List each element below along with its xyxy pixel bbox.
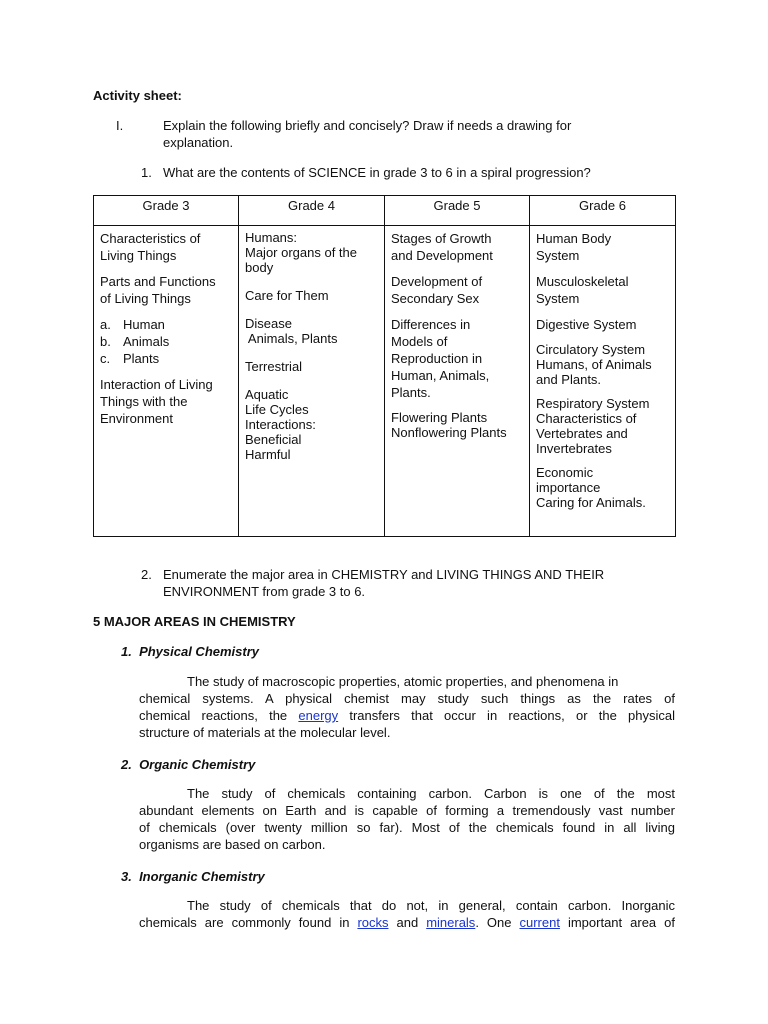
text-line: Characteristics of [100, 231, 201, 246]
text-line: The study of chemicals containing carbon. Carbon is one of the most [187, 786, 675, 801]
list-marker: c. [100, 351, 111, 366]
text-line: and Development [391, 248, 493, 263]
list-marker: b. [100, 334, 111, 349]
text-line: of Living Things [100, 291, 191, 306]
text-line: Flowering Plants [391, 410, 488, 425]
text-line: Animals, Plants [245, 331, 338, 346]
text-line: Stages of Growth [391, 231, 492, 246]
grade-contents-table [93, 195, 676, 537]
header-grade-3: Grade 3 [94, 196, 239, 226]
text-line: Characteristics of [536, 411, 637, 426]
text-line: Interactions: [245, 417, 316, 432]
text-line: Digestive System [536, 317, 637, 332]
text-line: Economic [536, 465, 594, 480]
area-1-title: 1. Physical Chemistry [121, 644, 260, 659]
text-line: Major organs of the [245, 245, 358, 260]
activity-heading: Activity sheet: [93, 88, 182, 103]
text-line: Aquatic [245, 387, 289, 402]
text-line: The study of macroscopic properties, atomic properties, and phenomena in [187, 674, 619, 689]
text-line: Humans: [245, 230, 298, 245]
text-line: body [245, 260, 274, 275]
header-grade-4: Grade 4 [239, 196, 385, 226]
text-line: Interaction of Living [100, 377, 213, 392]
text-line: System [536, 248, 580, 263]
instruction-line-1: Explain the following briefly and concisely? Draw if needs a drawing for [163, 118, 572, 133]
text-line: Models of [391, 334, 448, 349]
cell-grade-4 [239, 226, 385, 537]
text-line: chemical systems. A physical chemist may study such things as the rates of [139, 691, 675, 706]
text-line: Caring for Animals. [536, 495, 646, 510]
text-line: structure of materials at the molecular level. [139, 725, 391, 740]
instruction-line-2: explanation. [163, 135, 234, 150]
text-line: chemicals are commonly found in rocks and minerals. One current important area of [139, 915, 675, 930]
text-line: Invertebrates [536, 441, 612, 456]
text-line: Humans, of Animals [536, 357, 652, 372]
energy-link[interactable]: energy [298, 708, 339, 723]
table-header-row [94, 196, 676, 226]
text-line: Secondary Sex [391, 291, 480, 306]
list-item [100, 316, 232, 333]
table-row [94, 226, 676, 537]
text-line: Human Body [536, 231, 612, 246]
current-link[interactable]: current [519, 915, 560, 930]
list-item [100, 333, 232, 350]
part-numeral: I. [116, 118, 124, 133]
list-item [100, 350, 232, 367]
text-line: of chemicals (over twenty million so far). Most of the chemicals found in all living [139, 820, 675, 835]
minerals-link[interactable]: minerals [426, 915, 476, 930]
header-grade-6: Grade 6 [530, 196, 676, 226]
question-1-text: What are the contents of SCIENCE in grade 3 to 6 in a spiral progression? [163, 165, 591, 180]
text-line: Plants. [391, 385, 431, 400]
text-line: Respiratory System [536, 396, 650, 411]
cell-grade-3 [94, 226, 239, 537]
question-2-line-1: Enumerate the major area in CHEMISTRY and LIVING THINGS AND THEIR [163, 567, 605, 582]
text-line: organisms are based on carbon. [139, 837, 326, 852]
text-line: System [536, 291, 580, 306]
text-line: Things with the [100, 394, 188, 409]
text-line: Beneficial [245, 432, 302, 447]
cell-grade-6 [530, 226, 676, 537]
text-line: Reproduction in [391, 351, 483, 366]
chemistry-heading: 5 MAJOR AREAS IN CHEMISTRY [93, 614, 296, 629]
text-line: Terrestrial [245, 359, 303, 374]
question-1-number: 1. [141, 165, 152, 180]
text-line: Disease [245, 316, 292, 331]
text-line: chemical reactions, the energy transfers that occur in reactions, or the physical [139, 708, 675, 723]
text-line: Vertebrates and [536, 426, 628, 441]
text-line: Circulatory System [536, 342, 646, 357]
text-line: Differences in [391, 317, 471, 332]
text-line: abundant elements on Earth and is capable of forming a tremendously vast number [139, 803, 675, 818]
text-line: Environment [100, 411, 173, 426]
list-item-text: Animals [123, 334, 170, 349]
list-marker: a. [100, 317, 111, 332]
area-2-title: 2. Organic Chemistry [121, 757, 256, 772]
text-line: Nonflowering Plants [391, 425, 507, 440]
text-line: Human, Animals, [391, 368, 490, 383]
area-1-paragraph [139, 673, 675, 741]
area-3-title: 3. Inorganic Chemistry [121, 869, 265, 884]
question-2-line-2: ENVIRONMENT from grade 3 to 6. [163, 584, 366, 599]
question-2-number: 2. [141, 567, 152, 582]
list-item-text: Human [123, 317, 165, 332]
text-line: Care for Them [245, 288, 329, 303]
text-line: importance [536, 480, 601, 495]
text-line: Musculoskeletal [536, 274, 629, 289]
text-line: Living Things [100, 248, 177, 263]
area-2-paragraph [139, 785, 675, 853]
text-line: Harmful [245, 447, 291, 462]
text-line: and Plants. [536, 372, 602, 387]
area-3-paragraph [139, 897, 675, 931]
text-line: The study of chemicals that do not, in general, contain carbon. Inorganic [187, 898, 675, 913]
text-line: Development of [391, 274, 483, 289]
organism-list [100, 316, 232, 367]
cell-grade-5 [385, 226, 530, 537]
rocks-link[interactable]: rocks [357, 915, 389, 930]
text-line: Parts and Functions [100, 274, 216, 289]
text-line: Life Cycles [245, 402, 309, 417]
list-item-text: Plants [123, 351, 160, 366]
header-grade-5: Grade 5 [385, 196, 530, 226]
